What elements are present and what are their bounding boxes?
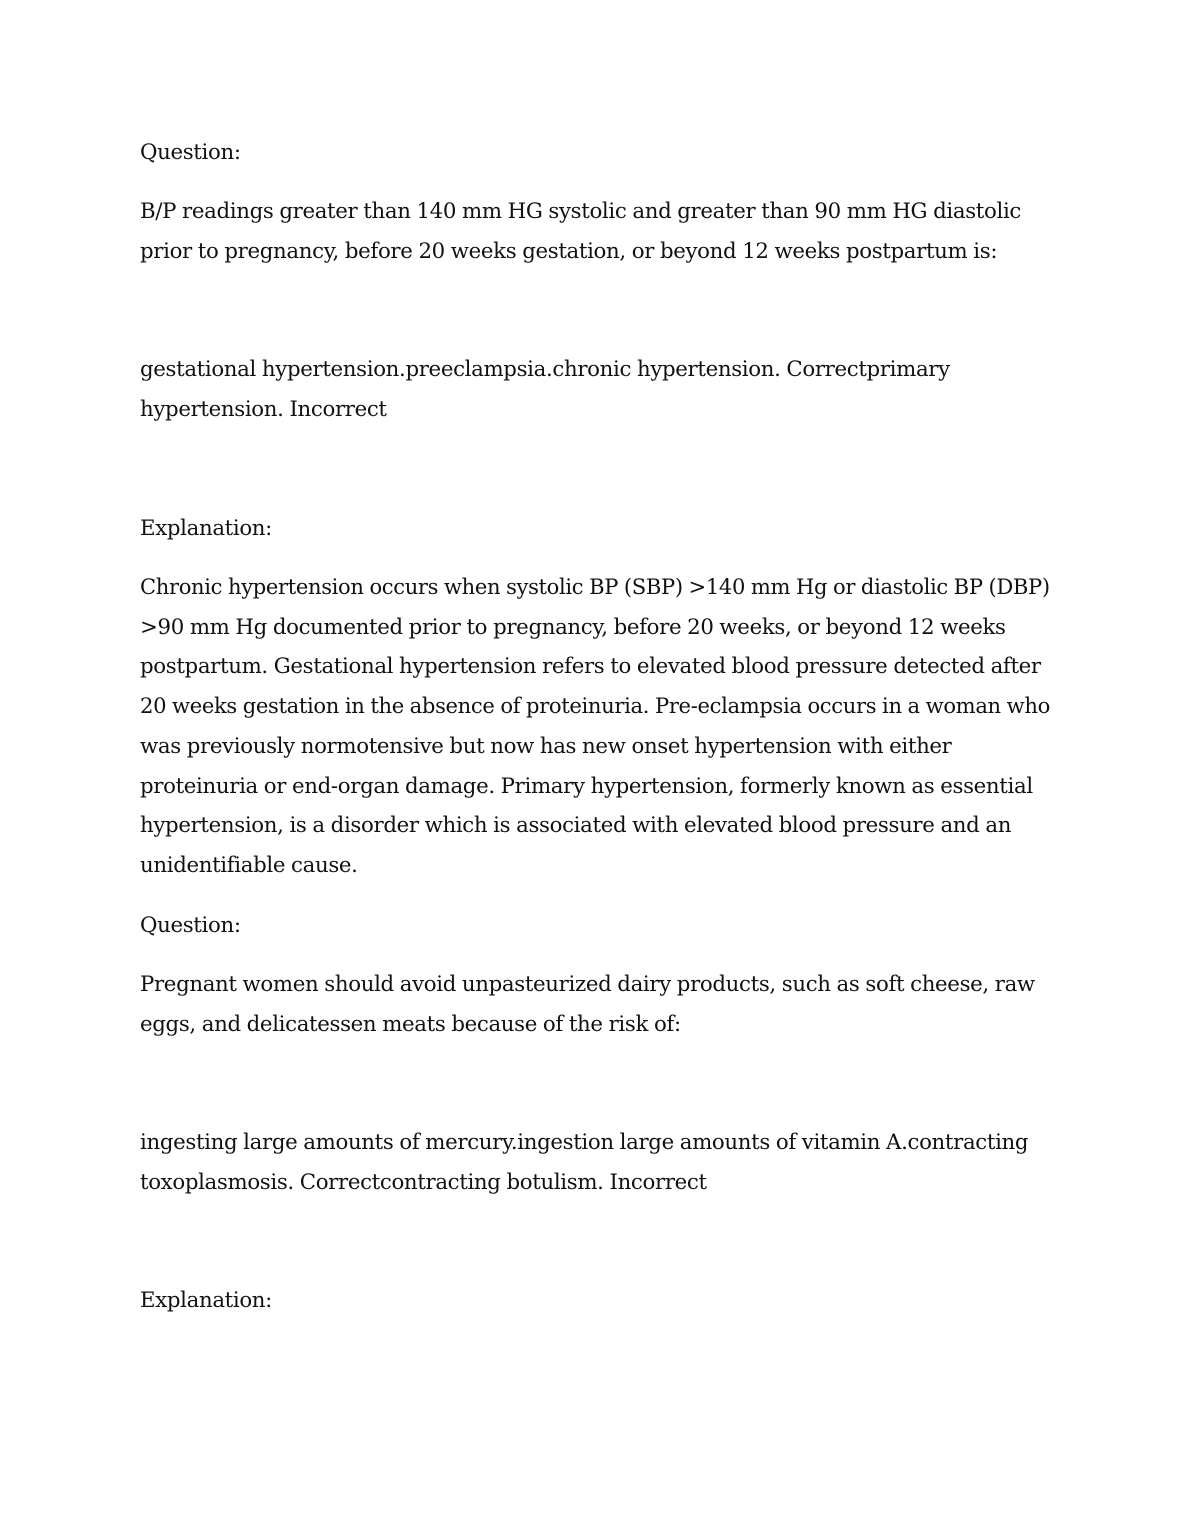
- question-text-line: prior to pregnancy, before 20 weeks gestation, or beyond 12 weeks postpartum is:: [140, 239, 998, 264]
- explanation-text-line: was previously normotensive but now has new onset hypertension with either: [140, 734, 952, 759]
- explanation-text-line: 20 weeks gestation in the absence of proteinuria. Pre-eclampsia occurs in a woman who: [140, 694, 1050, 719]
- explanation-label: Explanation:: [140, 1288, 272, 1313]
- answer-text-line: toxoplasmosis. Correctcontracting botulism. Incorrect: [140, 1170, 707, 1195]
- answer-text-line: hypertension. Incorrect: [140, 397, 387, 422]
- question-text-line: Pregnant women should avoid unpasteurized dairy products, such as soft cheese, raw: [140, 972, 1035, 997]
- explanation-text-line: postpartum. Gestational hypertension refers to elevated blood pressure detected after: [140, 654, 1041, 679]
- question-text-line: eggs, and delicatessen meats because of the risk of:: [140, 1012, 681, 1037]
- answer-text-line: ingesting large amounts of mercury.ingestion large amounts of vitamin A.contracting: [140, 1130, 1029, 1155]
- explanation-text-line: hypertension, is a disorder which is associated with elevated blood pressure and an: [140, 813, 1012, 838]
- question-label: Question:: [140, 140, 241, 165]
- explanation-text-line: unidentifiable cause.: [140, 853, 358, 878]
- explanation-text-line: Chronic hypertension occurs when systolic BP (SBP) >140 mm Hg or diastolic BP (DBP): [140, 575, 1050, 600]
- explanation-label: Explanation:: [140, 516, 272, 541]
- question-label: Question:: [140, 913, 241, 938]
- question-text-line: B/P readings greater than 140 mm HG systolic and greater than 90 mm HG diastolic: [140, 199, 1021, 224]
- answer-text-line: gestational hypertension.preeclampsia.chronic hypertension. Correctprimary: [140, 357, 950, 382]
- explanation-text-line: proteinuria or end-organ damage. Primary hypertension, formerly known as essential: [140, 774, 1033, 799]
- explanation-text-line: >90 mm Hg documented prior to pregnancy, before 20 weeks, or beyond 12 weeks: [140, 615, 1006, 640]
